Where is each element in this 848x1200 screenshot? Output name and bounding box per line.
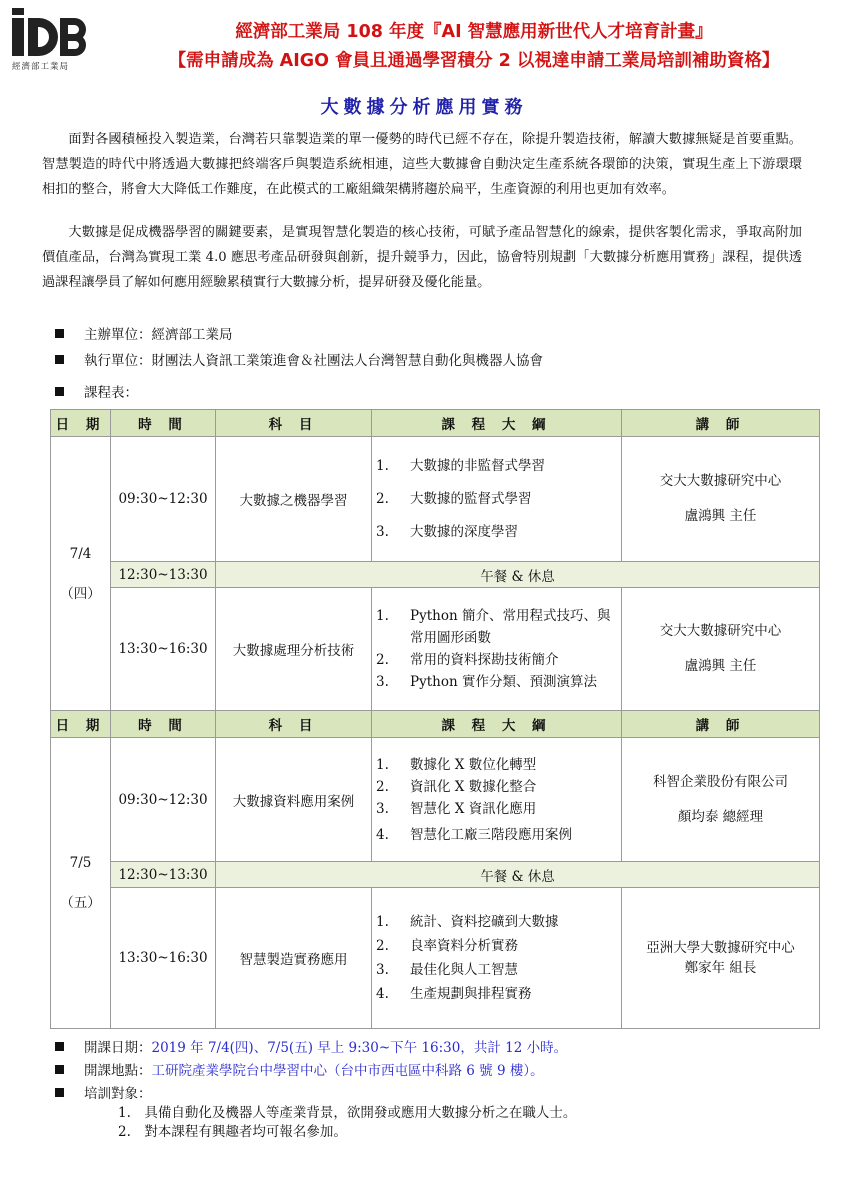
date-cell: 7/5 （五） [51, 738, 111, 1029]
target-audience-item: 2. 對本課程有興趣者均可報名參加。 [118, 1124, 347, 1140]
outline-cell: 1. 數據化 X 數位化轉型 2. 資訊化 X 數據化整合 3. 智慧化 X 資訊化應用 4. 智慧化工廠三階段應用案例 [372, 738, 622, 862]
lunch-label: 午餐 & 休息 [216, 562, 820, 588]
teacher-cell: 亞洲大學大數據研究中心 鄭家年 組長 [622, 888, 820, 1029]
organizer-line: 主辦單位：經濟部工業局 [55, 325, 233, 345]
table-row [51, 437, 820, 562]
table-header-row [51, 711, 820, 738]
subject-cell: 大數據處理分析技術 [216, 588, 372, 711]
date-cell: 7/4 （四） [51, 437, 111, 711]
course-place-value: 工研院產業學院台中學習中心（台中市西屯區中科路 6 號 9 樓）。 [151, 1063, 544, 1079]
intro-paragraph-1: 面對各國積極投入製造業，台灣若只靠製造業的單一優勢的時代已經不存在，除提升製造技術，解讀大數據無疑是首要重點。智慧製造的時代中將透過大數據把終端客戶與製造系統相連，這些大數據會自動決定生產系統各環節的決策，實現生產上下游環環相扣的整合，將會大大降低工作難度，在此模式的工廠組織架構將趨於扁平，生產資源的利用也更加有效率。 [42, 132, 802, 197]
outline-cell: 1. 大數據的非監督式學習 2. 大數據的監督式學習 3. 大數據的深度學習 [372, 437, 622, 562]
course-title: 大數據分析應用實務 [320, 97, 528, 118]
program-title: 經濟部工業局 108 年度『AI 智慧應用新世代人才培育計畫』 [235, 22, 713, 42]
bullet-square-icon [55, 1088, 64, 1097]
header-date: 日 期 [51, 410, 111, 437]
subject-cell: 大數據資料應用案例 [216, 738, 372, 862]
lunch-time: 12:30~13:30 [111, 562, 216, 588]
bullet-square-icon [55, 387, 64, 396]
header-subject: 科 目 [216, 711, 372, 738]
outline-cell: 1. 統計、資料挖礦到大數據 2. 良率資料分析實務 3. 最佳化與人工智慧 4. 生產規劃與排程實務 [372, 888, 622, 1029]
target-audience-label: 培訓對象： [55, 1084, 152, 1104]
subject-cell: 大數據之機器學習 [216, 437, 372, 562]
bullet-square-icon [55, 355, 64, 364]
header-teacher: 講 師 [622, 410, 820, 437]
header-teacher: 講 師 [622, 711, 820, 738]
time-cell: 13:30~16:30 [111, 888, 216, 1029]
lunch-row [51, 562, 820, 588]
table-row [51, 888, 820, 1029]
header-outline: 課 程 大 綱 [372, 711, 622, 738]
course-date-value: 2019 年 7/4(四)、7/5(五) 早上 9:30~下午 16:30，共計 12 小時。 [151, 1040, 568, 1056]
lunch-label: 午餐 & 休息 [216, 862, 820, 888]
teacher-cell: 交大大數據研究中心 盧鴻興 主任 [622, 588, 820, 711]
header-date: 日 期 [51, 711, 111, 738]
teacher-cell: 交大大數據研究中心 盧鴻興 主任 [622, 437, 820, 562]
lunch-row [51, 862, 820, 888]
bullet-square-icon [55, 329, 64, 338]
teacher-cell: 科智企業股份有限公司 顏均泰 總經理 [622, 738, 820, 862]
bullet-square-icon [55, 1065, 64, 1074]
subject-cell: 智慧製造實務應用 [216, 888, 372, 1029]
executor-line: 執行單位：財團法人資訊工業策進會＆社團法人台灣智慧自動化與機器人協會 [55, 351, 543, 371]
time-cell: 09:30~12:30 [111, 738, 216, 862]
header-time: 時 間 [111, 410, 216, 437]
logo-caption: 經濟部工業局 [12, 62, 70, 72]
eligibility-note: 【需申請成為 AIGO 會員且通過學習積分 2 以視達申請工業局培訓補助資格】 [168, 51, 780, 71]
schedule-table [50, 409, 820, 1029]
header-time: 時 間 [111, 711, 216, 738]
outline-cell: 1. Python 簡介、常用程式技巧、與常用圖形函數 2. 常用的資料探勘技術簡介 3. Python 實作分類、預測演算法 [372, 588, 622, 711]
intro-paragraph-2: 大數據是促成機器學習的關鍵要素，是實現智慧化製造的核心技術，可賦予產品智慧化的線索，提供客製化需求，爭取高附加價值產品，台灣為實現工業 4.0 應思考產品研發與創新，提升競爭力，因此，協會特別規劃「大數據分析應用實務」課程，提供透過課程讓學員了解如何應用經驗累積實行大數據分析，提昇研發及優化能量。 [42, 225, 802, 290]
header-outline: 課 程 大 綱 [372, 410, 622, 437]
bullet-square-icon [55, 1042, 64, 1051]
time-cell: 09:30~12:30 [111, 437, 216, 562]
header-subject: 科 目 [216, 410, 372, 437]
target-audience-item: 1. 具備自動化及機器人等產業背景，欲開發或應用大數據分析之在職人士。 [118, 1105, 577, 1121]
lunch-time: 12:30~13:30 [111, 862, 216, 888]
table-header-row [51, 410, 820, 437]
course-date-line: 開課日期：2019 年 7/4(四)、7/5(五) 早上 9:30~下午 16:30，共計 12 小時。 [55, 1038, 567, 1058]
table-row [51, 588, 820, 711]
schedule-label: 課程表： [55, 383, 138, 403]
idb-logo-mark [12, 12, 98, 56]
time-cell: 13:30~16:30 [111, 588, 216, 711]
idb-logo [12, 12, 98, 72]
course-place-line: 開課地點：工研院產業學院台中學習中心（台中市西屯區中科路 6 號 9 樓）。 [55, 1061, 544, 1081]
table-row [51, 738, 820, 862]
